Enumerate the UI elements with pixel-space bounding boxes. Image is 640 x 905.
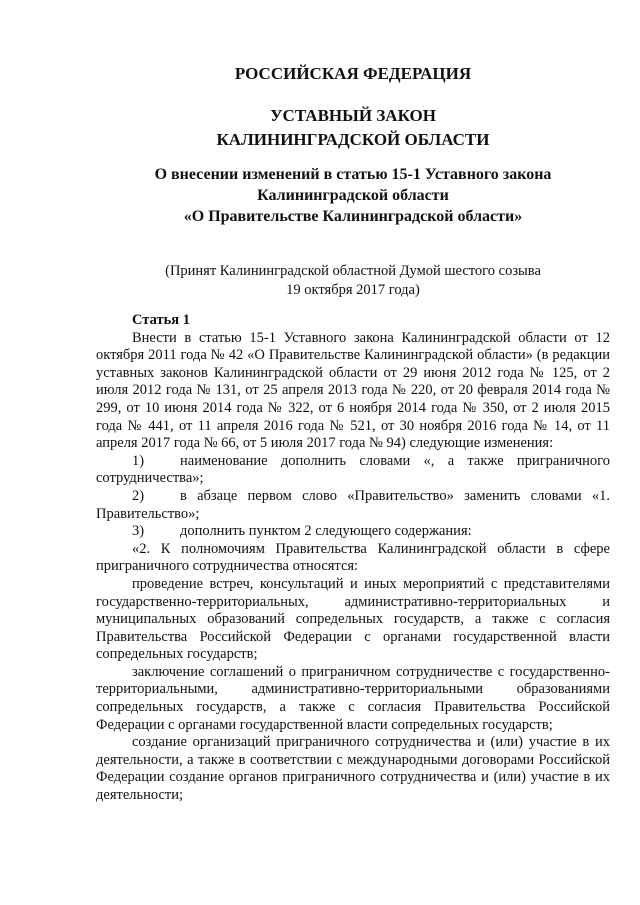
- adoption-line-2: 19 октября 2017 года): [286, 282, 420, 298]
- law-type-heading: [96, 104, 610, 152]
- list-item: [96, 453, 610, 488]
- clause-2-intro: «2. К полномочиям Правительства Калининградской области в сфере приграничного сотрудничества относятся:: [96, 540, 610, 575]
- law-type-line-2: КАЛИНИНГРАДСКОЙ ОБЛАСТИ: [216, 130, 490, 149]
- article-body: [96, 312, 610, 805]
- adoption-note: [96, 262, 610, 300]
- article-intro: Внести в статью 15-1 Уставного закона Калининградской области от 12 октября 2011 года № 42 «О Правительстве Калининградской области» (в редакции уставных законов Калининградской области от 29 июня 2012 года № 125, от 2 июля 2012 года № 131, от 25 апреля 2013 года № 220, от 20 февраля 2014 года № 299, от 10 июня 2014 года № 322, от 6 ноября 2014 года № 350, от 2 июля 2015 года № 441, от 11 апреля 2016 года № 521, от 30 ноября 2016 года № 14, от 11 апреля 2017 года № 66, от 5 июля 2017 года № 94) следующие изменения:: [96, 329, 610, 452]
- list-item: [96, 488, 610, 523]
- list-item-number: 3): [132, 523, 145, 540]
- law-title-line-3: «О Правительстве Калининградской области»: [183, 208, 523, 225]
- list-item-text: в абзаце первом слово «Правительство» заменить словами «1. Правительство»;: [96, 487, 610, 522]
- law-type-line-1: УСТАВНЫЙ ЗАКОН: [270, 106, 436, 125]
- country-heading: РОССИЙСКАЯ ФЕДЕРАЦИЯ: [234, 64, 472, 83]
- adoption-line-1: (Принят Калининградской областной Думой шестого созыва: [165, 263, 541, 279]
- clause-2-paragraph: создание организаций приграничного сотрудничества и (или) участие в их деятельности, а также в соответствии с международными договорами Российской Федерации создание органов приграничного сотрудничества и (или) участие в их деятельности;: [96, 734, 610, 804]
- list-item: [96, 523, 610, 541]
- law-title-line-1: О внесении изменений в статью 15-1 Уставного закона: [154, 166, 552, 183]
- article-heading: Статья 1: [132, 312, 190, 328]
- list-item-text: наименование дополнить словами «, а также приграничного сотрудничества»;: [96, 452, 610, 487]
- list-item-text: дополнить пунктом 2 следующего содержания:: [180, 523, 472, 540]
- list-item-number: 2): [132, 487, 145, 504]
- law-title: [96, 164, 610, 227]
- list-item-number: 1): [132, 452, 145, 469]
- law-title-line-2: Калининградской области: [257, 187, 449, 204]
- clause-2-paragraph: заключение соглашений о приграничном сотрудничестве с государственно-территориальными, административно-территориальными образованиями сопредельных государств, а также с согласия Правительства Российской Федерации с органами государственной власти сопредельных государств;: [96, 663, 610, 733]
- clause-2-paragraph: проведение встреч, консультаций и иных мероприятий с представителями государственно-территориальных, административно-территориальных и муниципальных образований сопредельных государств, а также с согласия Правительства Российской Федерации с органами государственной власти сопредельных государств;: [96, 575, 610, 663]
